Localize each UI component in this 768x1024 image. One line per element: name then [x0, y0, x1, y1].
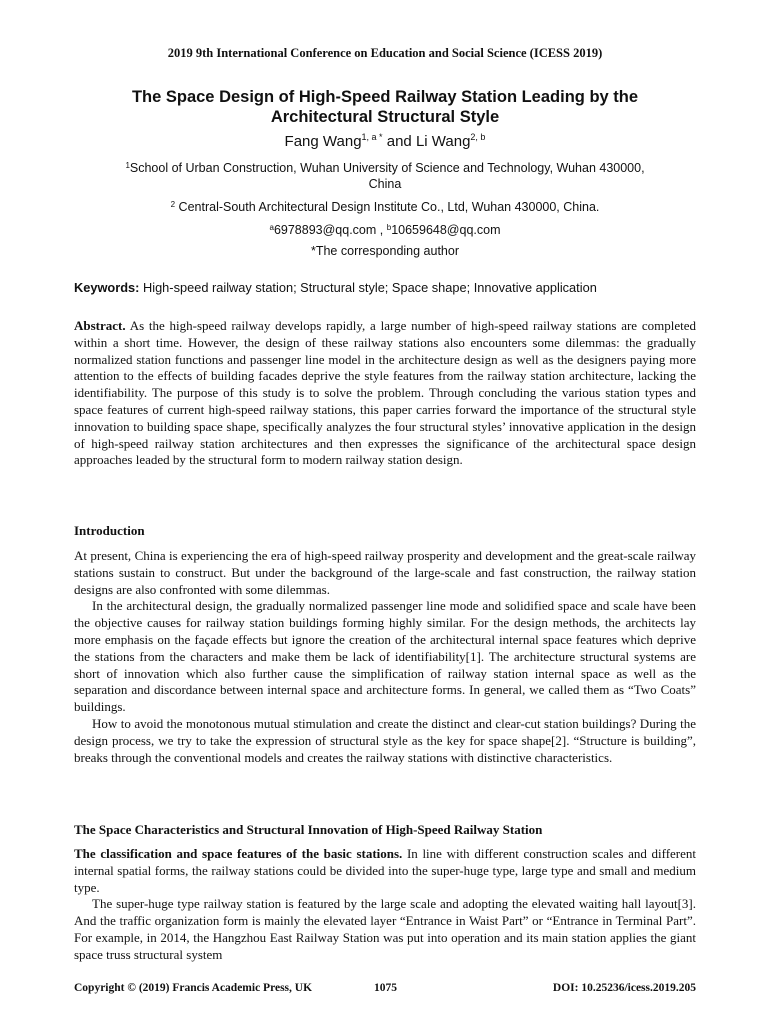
title-line-1: The Space Design of High-Speed Railway Station Leading by the [131, 88, 639, 106]
email-a: 6978893@qq.com , [273, 223, 384, 237]
author-1: Fang Wang [284, 133, 362, 150]
affiliation-2: $^2$ Central-South Architectural Design Institute Co., Ltd, Wuhan 430000, China. [170, 200, 600, 214]
affiliation-1: $^1$School of Urban Construction, Wuhan University of Science and Technology, Wuhan 430000, China [125, 161, 645, 191]
author-and: and [386, 133, 412, 150]
title-line-2: Architectural Structural Style [270, 108, 500, 126]
footer-copyright: Copyright © (2019) Francis Academic Press, UK [74, 982, 313, 994]
introduction-body [74, 548, 696, 766]
introduction-heading: Introduction [74, 523, 145, 538]
aff1-sup: 1 [125, 161, 130, 170]
footer-doi: DOI: 10.25236/icess.2019.205 [552, 982, 696, 994]
email-line: $^a$6978893@qq.com , $^b$10659648@qq.com [269, 223, 501, 237]
paper-page [74, 0, 696, 1024]
intro-paragraph-3: How to avoid the monotonous mutual stimulation and create the distinct and clear-cut station buildings? During the design process, we try to take the expression of structural style as the key for space shape[2]. “Structure is building”, breaks through the conventional models and creates the railway stations with distinctive characteristics. [74, 715, 696, 765]
abstract [74, 318, 696, 469]
footer-page-number: 1075 [374, 982, 397, 994]
intro-paragraph-1: At present, China is experiencing the era of high-speed railway prosperity and development and the great-scale railway stations sustain to construct. But under the background of the large-scale and fast construction, the railway station designs are also confronted with some dilemmas. [74, 548, 696, 597]
section-2-paragraph-2: The super-huge type railway station is featured by the large scale and adopting the elevated waiting hall layout[3]. And the traffic organization form is mainly the elevated layer “Entrance in Waist Part” or “Entrance in Terminal Part”. For example, in 2014, the Hangzhou East Railway Station was put into operation and its main station applies the giant space truss structural system [74, 896, 696, 962]
abstract-text: As the high-speed railway develops rapidly, a large number of high-speed railway stations are completed within a short time. However, the design of these railway stations also encounters some dilemmas: the gradually normalized station functions and passenger line model in the architecture design as well as the designers paying more attention to the effects of building facades deprive the style features from the railway station architecture, lacking the identifiability. The purpose of this study is to solve the problem. Through concluding the various station types and space features of current high-speed railway stations, this paper carries forward the importance of the structural style innovation to building space shape, specifically analyzes the four structural styles’ innovative application in the design of high-speed railway station architectures and then expresses the significance of the architectural space design approaches leaded by the structural form to modern railway station design. [74, 318, 696, 468]
paper-title [74, 87, 696, 127]
section-2-heading: The Space Characteristics and Structural Innovation of High-Speed Railway Station [74, 822, 543, 837]
corresponding-note: *The corresponding author [310, 244, 459, 258]
email-b: 10659648@qq.com [391, 223, 501, 237]
abstract-label: Abstract. [74, 318, 126, 333]
author-2: Li Wang [415, 133, 471, 150]
author-1-sup: 1, a * [361, 132, 383, 142]
section-2-body [74, 846, 696, 964]
intro-paragraph-2: In the architectural design, the gradually normalized passenger line mode and solidified space and scale have been the objective causes for railway station buildings forming highly similar. For the design methods, the architects lay more emphasis on the façade effects but ignore the creation of the architectural internal space features which deprive the stations from the characters and make them be lack of identifiability[1]. The architecture structural systems are short of innovation which also further cause the simplification of railway station internal space as well as the separation and discordance between internal space and architecture forms. In general, we called them as “Two Coats” buildings. [74, 598, 696, 715]
conference-header: 2019 9th International Conference on Education and Social Science (ICESS 2019) [167, 46, 603, 60]
author-list [74, 132, 696, 150]
author-2-sup: 2, b [470, 132, 486, 142]
aff2-sup: 2 [170, 200, 176, 209]
keywords-text: High-speed railway station; Structural style; Space shape; Innovative application [142, 280, 597, 295]
section-2-run-in-heading: The classification and space features of the basic stations. [74, 846, 403, 861]
keywords [74, 280, 696, 295]
section-2-paragraph-1: In line with different construction scales and different internal spatial forms, the railway stations could be divided into the super-huge type, large type and small and medium type. [74, 846, 697, 895]
keywords-label: Keywords: [74, 280, 140, 295]
